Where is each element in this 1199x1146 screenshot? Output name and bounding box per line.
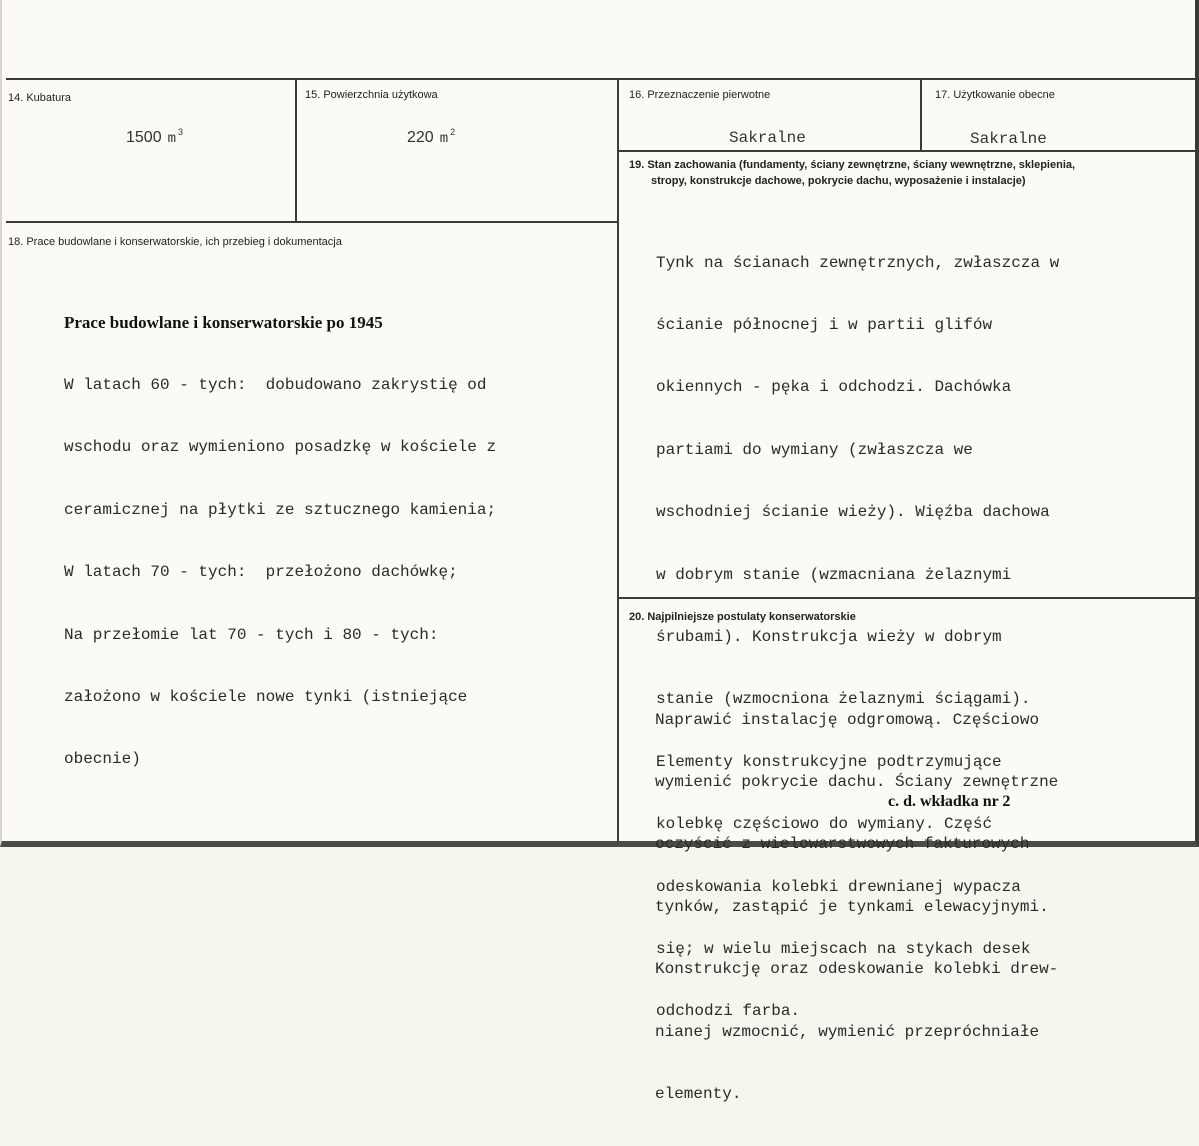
field17-label: 17. Użytkowanie obecne (935, 89, 1055, 101)
field18-line: założono w kościele nowe tynki (istniejące (64, 687, 468, 706)
field20-line: Konstrukcję oraz odeskowanie kolebki drew- (655, 960, 1059, 979)
field14-label: 14. Kubatura (8, 92, 71, 104)
field15-number: 220 (407, 129, 434, 146)
field20-line: tynków, zastąpić je tynkami elewacyjnymi. (655, 897, 1049, 916)
field20-line: oczyścić z wielowarstwowych fakturowych (655, 835, 1030, 854)
field19-line: okiennych - pęka i odchodzi. Dachówka (656, 378, 1012, 397)
field20-line: Naprawić instalację odgromową. Częściowo (655, 710, 1040, 729)
field18-line: Na przełomie lat 70 - tych i 80 - tych: (64, 625, 439, 644)
field14-exponent: 3 (178, 127, 184, 137)
field15-label: 15. Powierzchnia użytkowa (305, 89, 438, 101)
divider-16-17 (920, 78, 922, 151)
field19-label-line1: 19. Stan zachowania (fundamenty, ściany zewnętrzne, ściany wewnętrzne, sklepienia, (629, 159, 1076, 171)
field20-line: elementy. (655, 1084, 742, 1103)
field19-line: odchodzi farba. (656, 1002, 801, 1021)
field18-line: wschodu oraz wymieniono posadzkę w kościele z (64, 438, 497, 457)
field18-text (64, 271, 496, 812)
field19-line: Elementy konstrukcyjne podtrzymujące (656, 752, 1002, 771)
divider-top (6, 78, 1198, 80)
field19-line: odeskowania kolebki drewnianej wypacza (656, 877, 1021, 896)
field18-line: W latach 70 - tych: przełożono dachówkę; (64, 563, 458, 582)
field19-line: w dobrym stanie (wzmacniana żelaznymi (656, 565, 1012, 584)
field19-line: się; w wielu miejscach na stykach desek (656, 939, 1031, 958)
divider-center (617, 78, 619, 841)
field19-line: stanie (wzmocniona żelaznymi ściągami). (656, 690, 1031, 709)
field15-exponent: 2 (450, 127, 456, 137)
field19-line: ścianie północnej i w partii glifów (656, 315, 993, 334)
divider-14-15 (295, 78, 297, 222)
field19-line: Tynk na ścianach zewnętrznych, zwłaszcza w (656, 253, 1060, 272)
field18-label: 18. Prace budowlane i konserwatorskie, ich przebieg i dokumentacja (8, 236, 342, 248)
field15-value (407, 127, 455, 147)
field19-line: partiami do wymiany (zwłaszcza we (656, 440, 973, 459)
field20-line: wymienić pokrycie dachu. Ściany zewnętrzne (655, 772, 1059, 791)
field18-line: ceramicznej na płytki ze sztucznego kamienia; (64, 500, 497, 519)
field20-line: nianej wzmocnić, wymienić przepróchniałe (655, 1022, 1040, 1041)
field15-unit: m (439, 131, 449, 147)
divider-row1-left (6, 221, 618, 223)
field18-line: W latach 60 - tych: dobudowano zakrystię od (64, 375, 487, 394)
field16-label: 16. Przeznaczenie pierwotne (629, 89, 771, 101)
field14-unit: m (167, 131, 176, 147)
field16-value: Sakralne (729, 129, 806, 147)
divider-row1-right (618, 150, 1198, 152)
field14-number: 1500 (126, 129, 162, 146)
field18-heading: Prace budowlane i konserwatorskie po 1945 (64, 312, 383, 332)
field19-line: wschodniej ścianie wieży). Więźba dachowa (656, 503, 1050, 522)
field18-line: obecnie) (64, 750, 141, 769)
field19-label-line2: stropy, konstrukcje dachowe, pokrycie dachu, wyposażenie i instalacje) (651, 175, 1026, 187)
field20-text (655, 668, 1058, 1146)
field17-value: Sakralne (970, 130, 1047, 148)
field19-line: śrubami). Konstrukcja wieży w dobrym (656, 627, 1002, 646)
field14-value (126, 127, 183, 147)
continuation-note: c. d. wkładka nr 2 (888, 793, 1011, 810)
field19-line: kolebkę częściowo do wymiany. Część (656, 815, 993, 834)
field20-label: 20. Najpilniejsze postulaty konserwatorskie (629, 611, 856, 623)
